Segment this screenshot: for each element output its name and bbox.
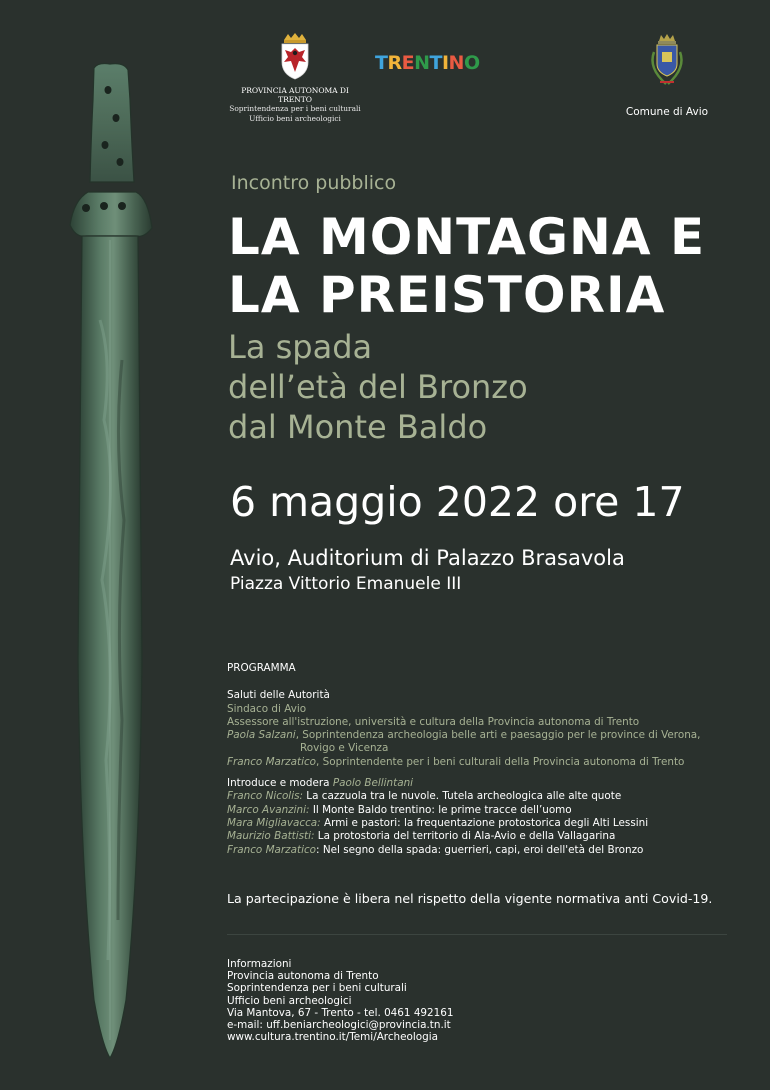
section-divider (227, 934, 727, 935)
event-date: 6 maggio 2022 ore 17 (230, 478, 685, 526)
bronze-sword-image (60, 60, 160, 1060)
greeting-salzani (227, 729, 747, 742)
event-title (228, 208, 748, 324)
speaker-name: Franco Marzatico (227, 755, 317, 768)
contact-info (227, 958, 453, 1043)
talk-speaker: Franco Nicolis: (227, 790, 303, 803)
speaker-name: Paola Salzani (227, 729, 296, 742)
info-address: Via Mantova, 67 - Trento - tel. 0461 492161 (227, 1006, 454, 1019)
info-email: e-mail: uff.beniarcheologici@provincia.tn.it (227, 1019, 451, 1032)
venue-name: Avio, Auditorium di Palazzo Brasavola (230, 546, 625, 570)
speaker-role: , Soprintendenza archeologia belle arti e paesaggio per le province di Verona, (295, 729, 701, 742)
participation-note: La partecipazione è libera nel rispetto della vigente normativa anti Covid-19. (227, 891, 713, 906)
talk-speaker: Mara Migliavacca: (227, 816, 321, 829)
talks-group (227, 777, 747, 857)
talk-title: Armi e pastori: la frequentazione protostorica degli Alti Lessini (320, 816, 649, 829)
event-venue (230, 545, 625, 597)
moderator-label: Introduce e modera (227, 777, 333, 790)
comune-avio-logo (612, 32, 722, 118)
speaker-role: , Soprintendente per i beni culturali della Provincia autonoma di Trento (316, 755, 685, 768)
event-subtitle (228, 327, 728, 447)
event-title-line1: LA MONTAGNA E (228, 208, 706, 266)
talk-title: La cazzuola tra le nuvole. Tutela archeologica alle alte quote (303, 790, 622, 803)
talk-item (227, 790, 747, 803)
provincia-trento-logo (228, 32, 362, 124)
talk-item (227, 830, 747, 843)
avio-coat-of-arms-icon (642, 32, 692, 92)
talk-item (227, 844, 747, 857)
event-title-line2: LA PREISTORIA (228, 266, 666, 324)
info-province: Provincia autonoma di Trento (227, 970, 379, 983)
event-subtitle-line1: La spada (228, 328, 373, 366)
greeting-assessore: Assessore all'istruzione, università e cultura della Provincia autonoma di Trento (227, 715, 640, 728)
talk-title: : Nel segno della spada: guerrieri, capi, eroi dell'età del Bronzo (316, 843, 644, 856)
greetings-title: Saluti delle Autorità (227, 689, 330, 702)
comune-name: Comune di Avio (625, 106, 709, 118)
talk-title: Il Monte Baldo trentino: le prime tracce dell’uomo (309, 803, 572, 816)
talk-speaker: Maurizio Battisti: (227, 830, 315, 843)
event-subtitle-line3: dal Monte Baldo (228, 408, 488, 446)
talk-item (227, 817, 747, 830)
venue-address: Piazza Vittorio Emanuele III (230, 574, 462, 594)
moderator-line (227, 777, 747, 790)
event-kicker: Incontro pubblico (231, 172, 397, 194)
info-website: www.cultura.trentino.it/Temi/Archeologia (227, 1031, 438, 1044)
province-office: Soprintendenza per i beni culturali (229, 104, 361, 113)
greetings-group (227, 689, 747, 769)
trentino-logo: TRENTINO (375, 52, 480, 74)
talk-speaker: Marco Avanzini: (227, 803, 310, 816)
trento-eagle-crest-icon (277, 32, 313, 80)
province-name: PROVINCIA AUTONOMA DI TRENTO (241, 86, 349, 104)
talk-speaker: Franco Marzatico (227, 843, 317, 856)
program-section (227, 662, 747, 865)
event-subtitle-line2: dell’età del Bronzo (228, 368, 528, 406)
greeting-marzatico (227, 756, 747, 769)
talk-title: La protostoria del territorio di Ala-Avio e della Vallagarina (314, 830, 616, 843)
greeting-salzani-cont: Rovigo e Vicenza (300, 742, 389, 755)
info-office: Soprintendenza per i beni culturali (227, 982, 407, 995)
info-heading: Informazioni (227, 958, 292, 970)
moderator-name: Paolo Bellintani (332, 777, 414, 790)
info-department: Ufficio beni archeologici (227, 994, 352, 1007)
greeting-mayor: Sindaco di Avio (227, 702, 307, 715)
talk-item (227, 804, 747, 817)
province-department: Ufficio beni archeologici (249, 114, 341, 123)
program-heading: PROGRAMMA (227, 662, 296, 674)
